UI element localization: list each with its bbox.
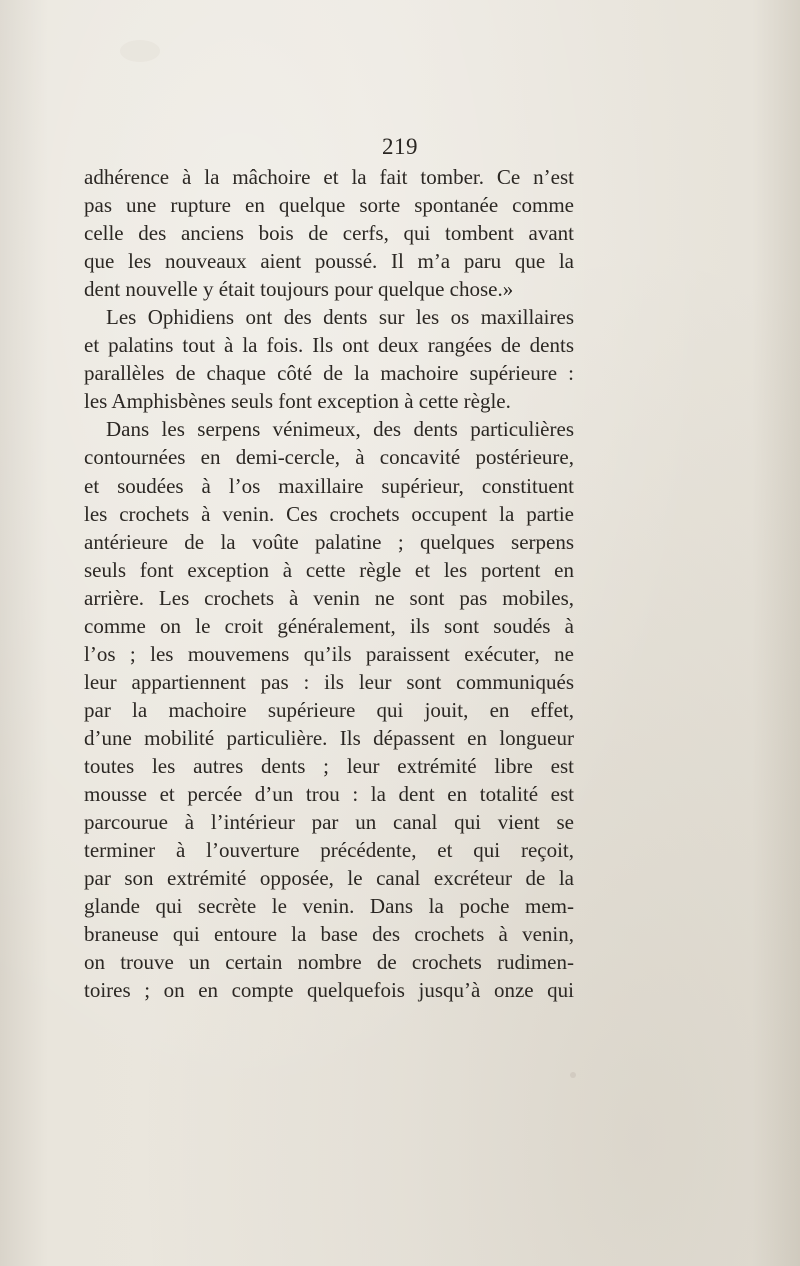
text-line: on trouve un certain nombre de crochets rudimen- [84,950,574,975]
text-line: Les Ophidiens ont des dents sur les os maxillaires [106,305,574,330]
body-text [84,163,574,1004]
text-line: parallèles de chaque côté de la machoire supérieure : [84,361,574,386]
text-line: pas une rupture en quelque sorte spontanée comme [84,193,574,218]
text-line: dent nouvelle y était toujours pour quelque chose.» [84,277,514,302]
text-line: mousse et percée d’un trou : la dent en totalité est [84,782,574,807]
text-line: les crochets à venin. Ces crochets occupent la partie [84,501,574,526]
text-line: seuls font exception à cette règle et les portent en [84,557,574,582]
paper-stain [120,40,160,62]
text-line: Dans les serpens vénimeux, des dents particulières [106,417,574,442]
text-line: d’une mobilité particulière. Ils dépassent en longueur [84,725,574,750]
text-line: toires ; on en compte quelquefois jusqu’à onze qui [84,978,574,1003]
text-line: et soudées à l’os maxillaire supérieur, constituent [84,473,574,498]
paper-stain [570,1072,576,1078]
page-number: 219 [382,134,418,159]
text-line: terminer à l’ouverture précédente, et qui reçoit, [84,838,574,863]
text-line: adhérence à la mâchoire et la fait tomber. Ce n’est [84,165,574,189]
text-line: comme on le croit généralement, ils sont soudés à [84,613,574,638]
text-line: celle des anciens bois de cerfs, qui tombent avant [84,221,574,246]
text-line: par la machoire supérieure qui jouit, en effet, [84,697,574,722]
text-line: leur appartiennent pas : ils leur sont communiqués [84,669,574,694]
text-line: l’os ; les mouvemens qu’ils paraissent exécuter, ne [84,641,574,666]
text-line: que les nouveaux aient poussé. Il m’a paru que la [84,249,574,274]
text-line: arrière. Les crochets à venin ne sont pas mobiles, [84,585,574,610]
text-line: braneuse qui entoure la base des crochets à venin, [84,922,574,947]
text-line: et palatins tout à la fois. Ils ont deux rangées de dents [84,333,574,358]
text-line: glande qui secrète le venin. Dans la poche mem- [84,894,574,919]
text-line: contournées en demi-cercle, à concavité postérieure, [84,445,574,470]
text-line: par son extrémité opposée, le canal excréteur de la [84,866,574,891]
text-line: parcourue à l’intérieur par un canal qui vient se [84,810,574,835]
text-line: antérieure de la voûte palatine ; quelques serpens [84,529,574,554]
text-line: les Amphisbènes seuls font exception à cette règle. [84,389,511,414]
text-line: toutes les autres dents ; leur extrémité libre est [84,753,574,778]
